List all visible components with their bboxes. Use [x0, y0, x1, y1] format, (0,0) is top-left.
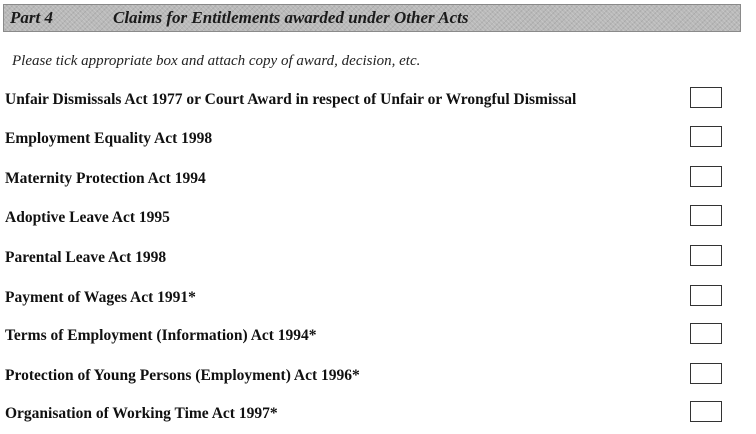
- act-label: Employment Equality Act 1998: [5, 130, 213, 147]
- act-row-terms-of-employment: [0, 323, 756, 351]
- tick-box-working-time[interactable]: [690, 401, 722, 422]
- act-label: Maternity Protection Act 1994: [5, 170, 206, 187]
- tick-box-young-persons[interactable]: [690, 363, 722, 384]
- act-label: Adoptive Leave Act 1995: [5, 209, 170, 226]
- tick-box-employment-equality[interactable]: [690, 126, 722, 147]
- act-label: Protection of Young Persons (Employment) Act 1996*: [5, 367, 360, 384]
- section-header-bar: [3, 4, 741, 32]
- act-row-maternity-protection: [0, 166, 756, 194]
- act-row-payment-of-wages: [0, 285, 756, 313]
- act-label: Unfair Dismissals Act 1977 or Court Award in respect of Unfair or Wrongful Dismissal: [5, 91, 577, 108]
- instruction-text: Please tick appropriate box and attach copy of award, decision, etc.: [12, 53, 421, 69]
- act-row-young-persons: [0, 363, 756, 391]
- act-label: Organisation of Working Time Act 1997*: [5, 405, 278, 422]
- tick-box-terms-of-employment[interactable]: [690, 323, 722, 344]
- act-row-adoptive-leave: [0, 205, 756, 233]
- tick-box-unfair-dismissals[interactable]: [690, 87, 722, 108]
- section-title: Claims for Entitlements awarded under Other Acts: [113, 8, 469, 27]
- act-row-parental-leave: [0, 245, 756, 273]
- tick-box-adoptive-leave[interactable]: [690, 205, 722, 226]
- act-label: Parental Leave Act 1998: [5, 249, 167, 266]
- tick-box-parental-leave[interactable]: [690, 245, 722, 266]
- act-row-employment-equality: [0, 126, 756, 154]
- act-label: Terms of Employment (Information) Act 1994*: [5, 327, 317, 344]
- part-number: Part 4: [10, 8, 53, 27]
- tick-box-payment-of-wages[interactable]: [690, 285, 722, 306]
- act-label: Payment of Wages Act 1991*: [5, 289, 196, 306]
- tick-box-maternity-protection[interactable]: [690, 166, 722, 187]
- act-row-working-time: [0, 401, 756, 429]
- act-row-unfair-dismissals: [0, 87, 756, 115]
